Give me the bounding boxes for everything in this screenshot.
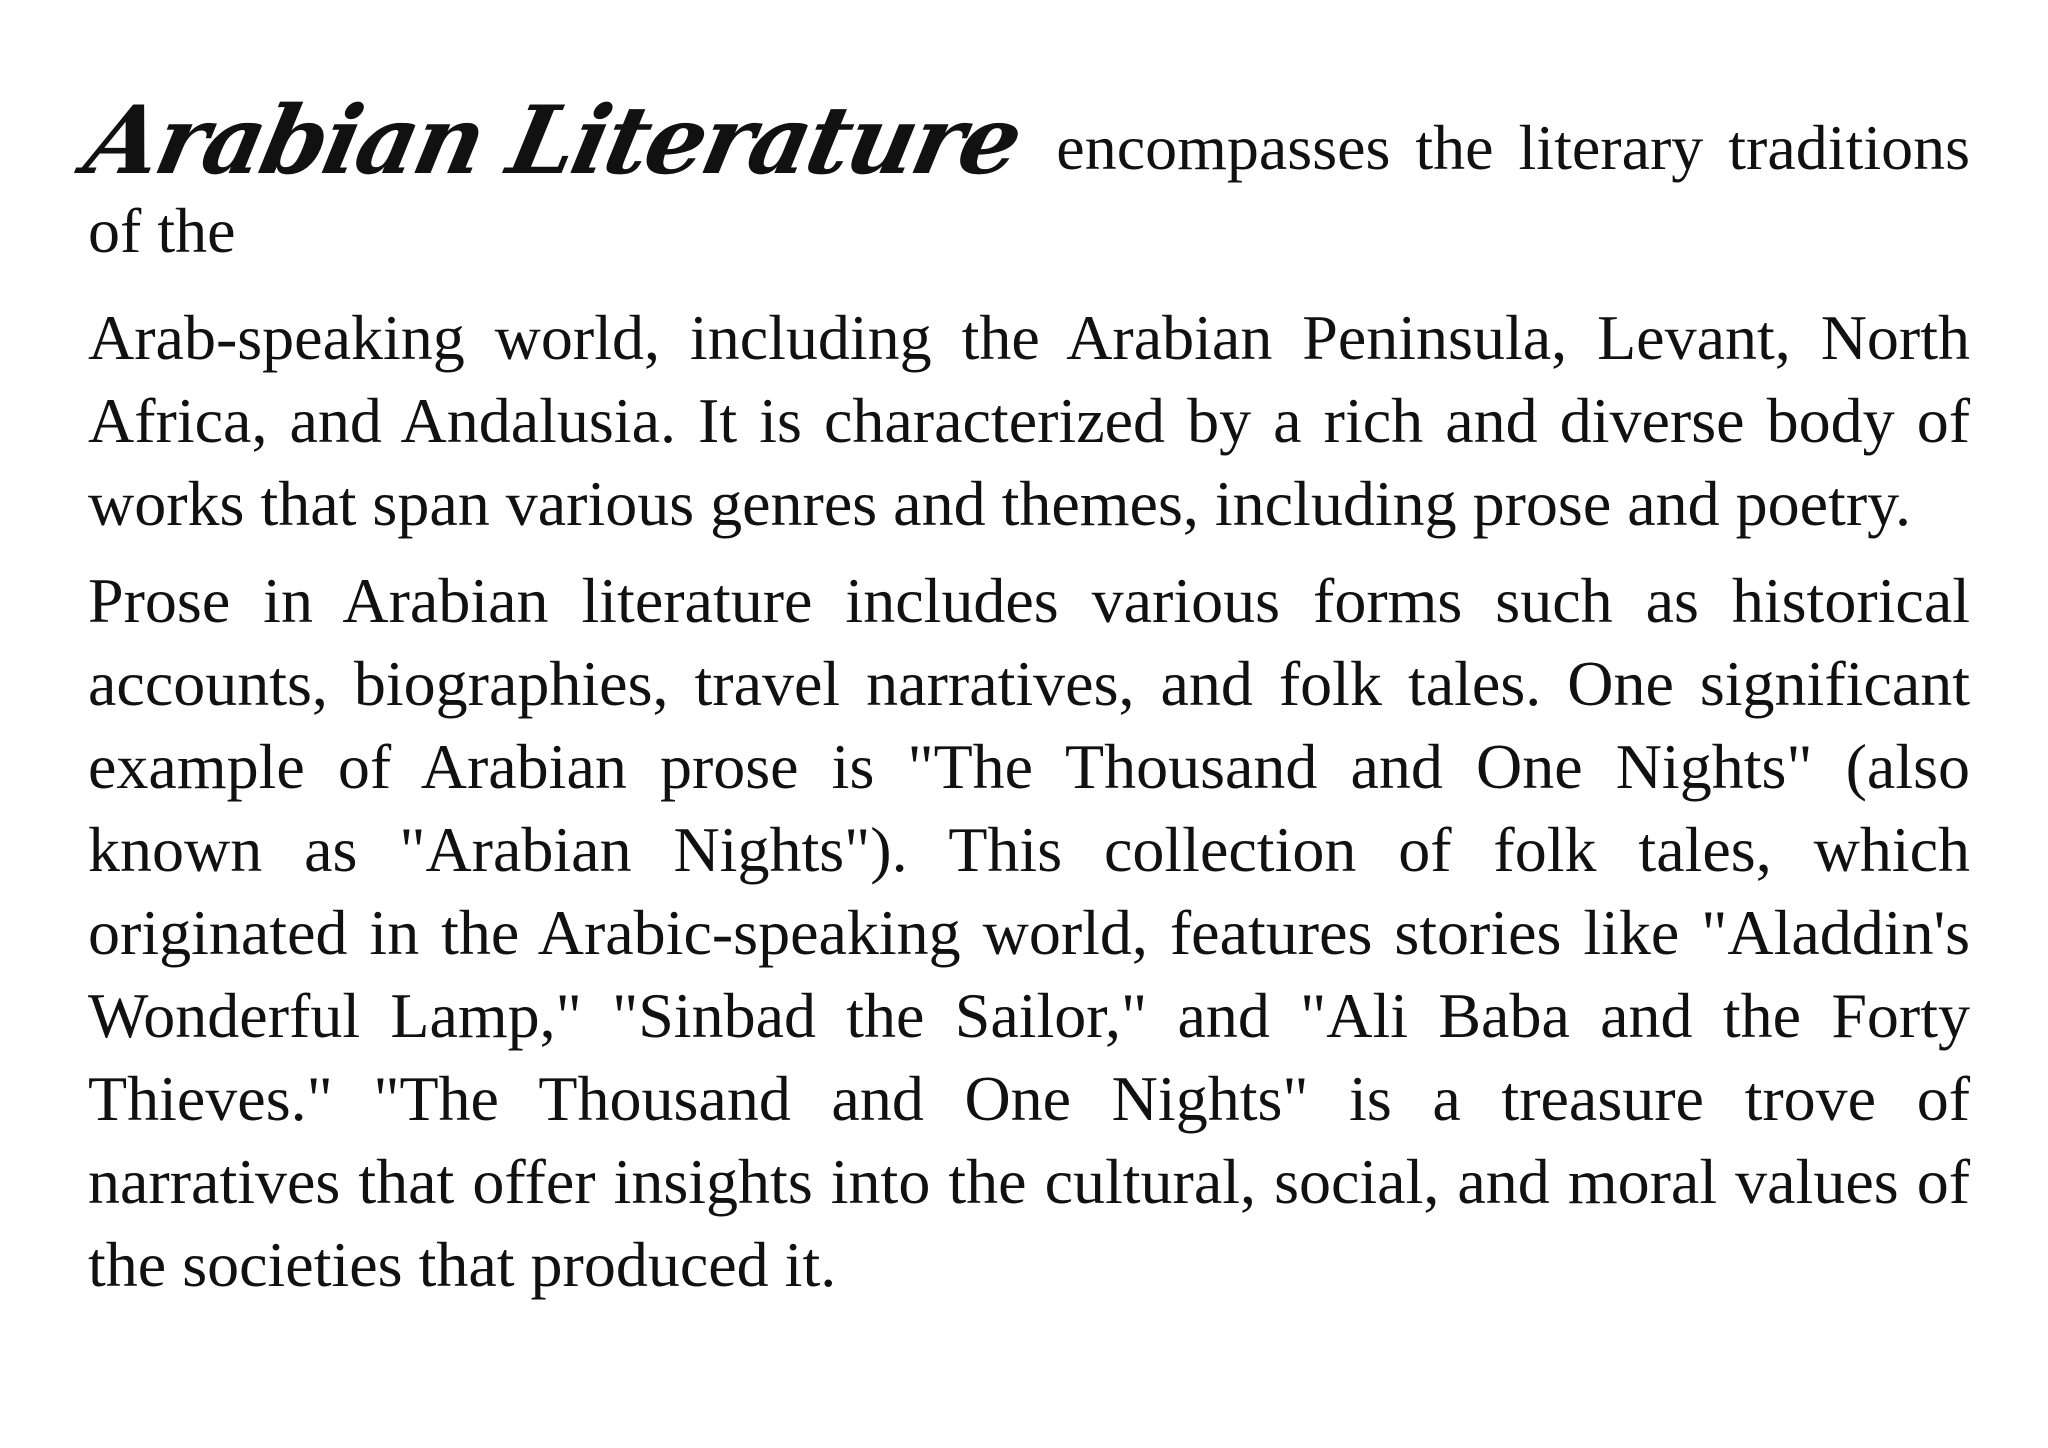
intro-text-first-line: encompasses the literary traditions of the <box>88 112 1971 266</box>
intro-text-rest: Arab-speaking world, including the Arabian Peninsula, Levant, North Africa, and Andalusia. It is characterized by a rich and diverse body of works that span various genres and themes, including prose and poetry. <box>88 302 1970 539</box>
intro-paragraph <box>76 86 1971 545</box>
line-gap <box>88 272 1970 296</box>
prose-paragraph: Prose in Arabian literature includes various forms such as historical accounts, biographies, travel narratives, and folk tales. One significant example of Arabian prose is "The Thousand and One Nights" (also known as "Arabian Nights"). This collection of folk tales, which originated in the Arabic-speaking world, features stories like "Aladdin's Wonderful Lamp," "Sinbad the Sailor," and "Ali Baba and the Forty Thieves." "The Thousand and One Nights" is a treasure trove of narratives that offer insights into the cultural, social, and moral values of the societies that produced it. <box>88 565 1970 1300</box>
document-page <box>76 86 1971 1306</box>
document-title: Arabian Literature <box>76 86 1030 196</box>
